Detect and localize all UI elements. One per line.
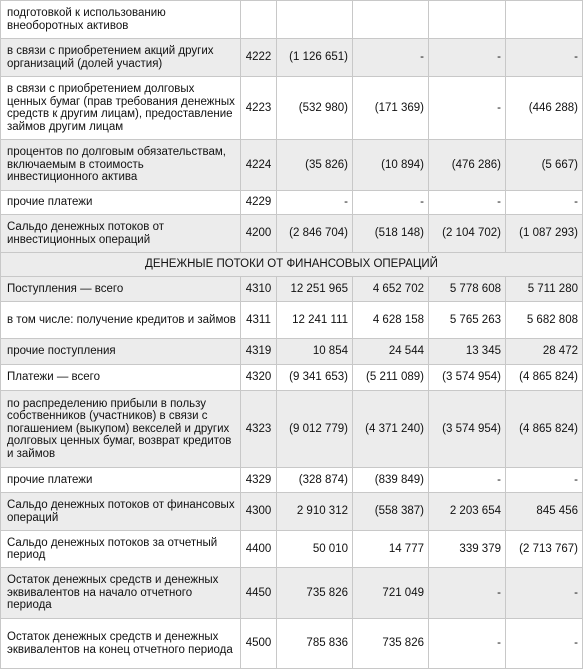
section-title: ДЕНЕЖНЫЕ ПОТОКИ ОТ ФИНАНСОВЫХ ОПЕРАЦИЙ <box>1 253 583 277</box>
value-cell <box>353 1 429 39</box>
value-cell: 14 777 <box>353 531 429 568</box>
table-row <box>1 391 583 468</box>
value-cell: (4 865 824) <box>506 391 583 468</box>
table-row <box>1 531 583 568</box>
value-cell <box>277 1 353 39</box>
value-cell: - <box>429 568 506 619</box>
table-row <box>1 1 583 39</box>
row-label: в связи с приобретением долговых ценных бумаг (прав требования денежных средств к другим лицам), предоставление займов другим лицам <box>1 77 241 140</box>
value-cell: (35 826) <box>277 140 353 191</box>
value-cell: 12 251 965 <box>277 277 353 302</box>
value-cell: 4 652 702 <box>353 277 429 302</box>
table-row <box>1 468 583 493</box>
value-cell: 2 203 654 <box>429 493 506 531</box>
value-cell: (1 126 651) <box>277 39 353 77</box>
row-label: подготовкой к использованию внеоборотных активов <box>1 1 241 39</box>
value-cell: (1 087 293) <box>506 215 583 253</box>
value-cell: 5 682 808 <box>506 302 583 339</box>
row-code: 4500 <box>241 619 277 669</box>
value-cell: 721 049 <box>353 568 429 619</box>
value-cell: (9 012 779) <box>277 391 353 468</box>
table-row <box>1 77 583 140</box>
value-cell: - <box>277 191 353 215</box>
value-cell: 10 854 <box>277 339 353 365</box>
row-label: Платежи — всего <box>1 365 241 391</box>
value-cell: - <box>506 568 583 619</box>
row-label: Сальдо денежных потоков за отчетный период <box>1 531 241 568</box>
value-cell: 4 628 158 <box>353 302 429 339</box>
value-cell: (518 148) <box>353 215 429 253</box>
row-code: 4319 <box>241 339 277 365</box>
row-code: 4323 <box>241 391 277 468</box>
table-row <box>1 339 583 365</box>
value-cell <box>506 1 583 39</box>
row-code: 4222 <box>241 39 277 77</box>
value-cell: 735 826 <box>353 619 429 669</box>
row-label: прочие платежи <box>1 468 241 493</box>
row-label: прочие платежи <box>1 191 241 215</box>
row-code: 4311 <box>241 302 277 339</box>
value-cell: - <box>353 39 429 77</box>
cash-flow-table-body <box>1 1 583 669</box>
value-cell: - <box>506 39 583 77</box>
value-cell: (171 369) <box>353 77 429 140</box>
row-label: в связи с приобретением акций других организаций (долей участия) <box>1 39 241 77</box>
table-row <box>1 568 583 619</box>
row-code <box>241 1 277 39</box>
value-cell: (476 286) <box>429 140 506 191</box>
value-cell: 12 241 111 <box>277 302 353 339</box>
value-cell: - <box>353 191 429 215</box>
value-cell: (446 288) <box>506 77 583 140</box>
table-row <box>1 619 583 669</box>
value-cell: - <box>429 77 506 140</box>
row-code: 4310 <box>241 277 277 302</box>
value-cell: 339 379 <box>429 531 506 568</box>
value-cell: (9 341 653) <box>277 365 353 391</box>
table-row <box>1 277 583 302</box>
value-cell: (2 104 702) <box>429 215 506 253</box>
value-cell: (2 846 704) <box>277 215 353 253</box>
value-cell: - <box>429 468 506 493</box>
row-code: 4300 <box>241 493 277 531</box>
value-cell: 24 544 <box>353 339 429 365</box>
table-row <box>1 215 583 253</box>
row-label: по распределению прибыли в пользу собственников (участников) в связи с погашением (выкупом) векселей и других долговых ценных бумаг, возврат кредитов и займов <box>1 391 241 468</box>
row-code: 4224 <box>241 140 277 191</box>
row-code: 4400 <box>241 531 277 568</box>
value-cell: 845 456 <box>506 493 583 531</box>
value-cell: 735 826 <box>277 568 353 619</box>
value-cell: 50 010 <box>277 531 353 568</box>
row-label: прочие поступления <box>1 339 241 365</box>
value-cell: 5 778 608 <box>429 277 506 302</box>
value-cell: 2 910 312 <box>277 493 353 531</box>
table-row <box>1 140 583 191</box>
value-cell: 13 345 <box>429 339 506 365</box>
row-code: 4229 <box>241 191 277 215</box>
value-cell: (328 874) <box>277 468 353 493</box>
value-cell: - <box>429 191 506 215</box>
row-code: 4200 <box>241 215 277 253</box>
value-cell: (4 371 240) <box>353 391 429 468</box>
section-header-row <box>1 253 583 277</box>
row-code: 4329 <box>241 468 277 493</box>
value-cell: (5 667) <box>506 140 583 191</box>
value-cell: - <box>506 468 583 493</box>
value-cell: (532 980) <box>277 77 353 140</box>
value-cell: (3 574 954) <box>429 365 506 391</box>
value-cell: (2 713 767) <box>506 531 583 568</box>
row-label: Поступления — всего <box>1 277 241 302</box>
value-cell: 5 765 263 <box>429 302 506 339</box>
row-label: в том числе: получение кредитов и займов <box>1 302 241 339</box>
value-cell: 785 836 <box>277 619 353 669</box>
value-cell: (558 387) <box>353 493 429 531</box>
value-cell: (10 894) <box>353 140 429 191</box>
value-cell: (3 574 954) <box>429 391 506 468</box>
value-cell: - <box>506 619 583 669</box>
table-row <box>1 191 583 215</box>
value-cell: - <box>506 191 583 215</box>
row-code: 4320 <box>241 365 277 391</box>
table-row <box>1 365 583 391</box>
value-cell <box>429 1 506 39</box>
row-code: 4450 <box>241 568 277 619</box>
row-label: Остаток денежных средств и денежных эквивалентов на конец отчетного периода <box>1 619 241 669</box>
row-code: 4223 <box>241 77 277 140</box>
row-label: Сальдо денежных потоков от инвестиционных операций <box>1 215 241 253</box>
value-cell: 28 472 <box>506 339 583 365</box>
row-label: Сальдо денежных потоков от финансовых операций <box>1 493 241 531</box>
row-label: Остаток денежных средств и денежных эквивалентов на начало отчетного периода <box>1 568 241 619</box>
value-cell: - <box>429 39 506 77</box>
table-row <box>1 493 583 531</box>
value-cell: - <box>429 619 506 669</box>
row-label: процентов по долговым обязательствам, включаемым в стоимость инвестиционного актива <box>1 140 241 191</box>
value-cell: (4 865 824) <box>506 365 583 391</box>
value-cell: (5 211 089) <box>353 365 429 391</box>
value-cell: 5 711 280 <box>506 277 583 302</box>
table-row <box>1 39 583 77</box>
value-cell: (839 849) <box>353 468 429 493</box>
table-row <box>1 302 583 339</box>
